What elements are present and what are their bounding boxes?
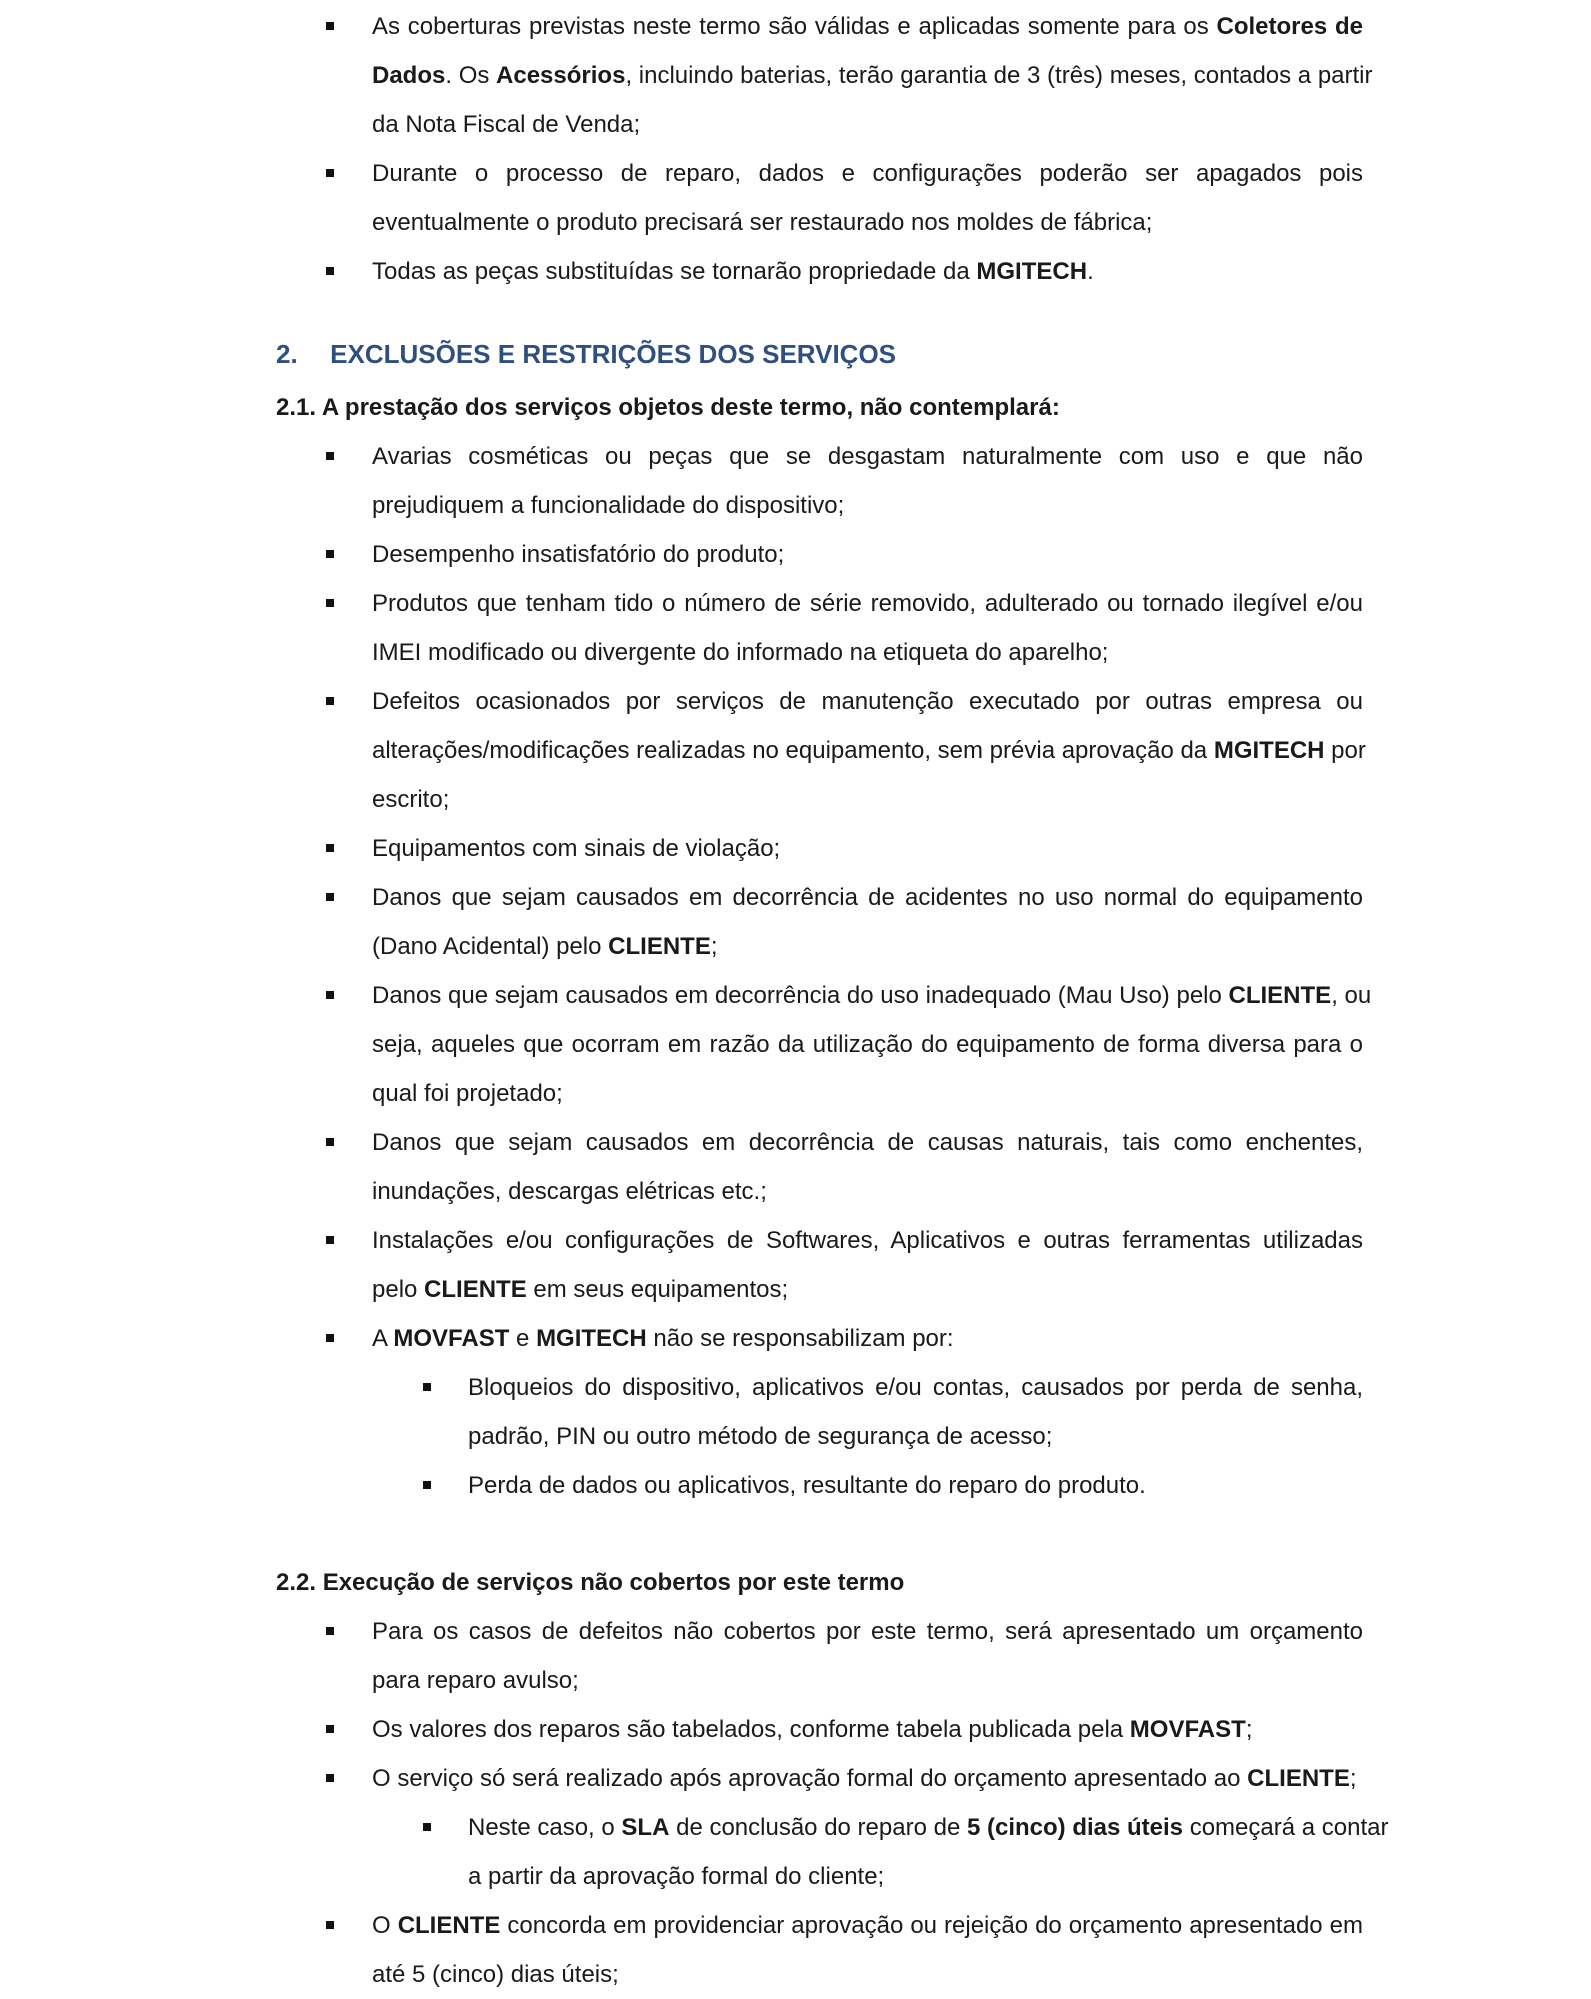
text-run: da Nota Fiscal de Venda; [372, 111, 641, 138]
text-line [372, 1020, 1363, 1069]
text-line [372, 1265, 1363, 1314]
text-run: Para os casos de defeitos não cobertos por este termo, será apresentado um orçamento [372, 1618, 1363, 1645]
text-run: até 5 (cinco) dias úteis; [372, 1961, 619, 1988]
text-line [372, 922, 1363, 971]
text-line [372, 726, 1366, 775]
bold-text-run: Acessórios [496, 62, 626, 89]
text-line [372, 530, 1363, 579]
text-run: e [509, 1325, 537, 1352]
text-run: não se responsabilizam por: [646, 1325, 954, 1352]
text-line [372, 198, 1363, 247]
list-bullet [326, 1236, 334, 1244]
text-run: O serviço só será realizado após aprovação formal do orçamento apresentado ao [372, 1765, 1248, 1792]
text-run: seja, aqueles que ocorram em razão da utilização do equipamento de forma diversa para o [372, 1031, 1363, 1058]
text-run: Produtos que tenham tido o número de série removido, adulterado ou tornado ilegível e/ou [372, 590, 1363, 617]
text-line [372, 481, 1363, 530]
text-run: concorda em providenciar aprovação ou rejeição do orçamento apresentado em [500, 1912, 1363, 1939]
text-run: padrão, PIN ou outro método de segurança de acesso; [468, 1423, 1053, 1450]
text-run: Equipamentos com sinais de violação; [372, 835, 781, 862]
subsection-2-2-number: 2.2. [276, 1569, 317, 1596]
section2-heading [276, 330, 896, 379]
text-line [372, 579, 1363, 628]
text-line [372, 1901, 1363, 1950]
list-bullet [326, 599, 334, 607]
text-run: . [1087, 258, 1094, 285]
bold-text-run: CLIENTE [424, 1276, 527, 1303]
bold-text-run: CLIENTE [608, 933, 711, 960]
list-bullet [326, 1725, 334, 1733]
list-bullet [326, 22, 334, 30]
section2-title: EXCLUSÕES E RESTRIÇÕES DOS SERVIÇOS [330, 339, 897, 369]
list-bullet [326, 1334, 334, 1342]
bold-text-run: CLIENTE [397, 1912, 501, 1939]
text-run: Os valores dos reparos são tabelados, conforme tabela publicada pela [372, 1716, 1130, 1743]
text-run: Desempenho insatisfatório do produto; [372, 541, 785, 568]
bold-text-run: Coletores de [1216, 13, 1364, 40]
text-run: pelo [372, 1276, 425, 1303]
text-run: , ou [1331, 982, 1372, 1009]
bold-text-run: CLIENTE [1228, 982, 1332, 1009]
list-bullet [326, 1774, 334, 1782]
sub-list-bullet [423, 1383, 431, 1391]
text-line [468, 1363, 1363, 1412]
text-line [372, 775, 1363, 824]
text-run: inundações, descargas elétricas etc.; [372, 1178, 767, 1205]
text-line [372, 432, 1363, 481]
bold-text-run: MGITECH [536, 1325, 647, 1352]
text-run: Perda de dados ou aplicativos, resultante do reparo do produto. [468, 1472, 1146, 1499]
subsection-2-1-title: A prestação dos serviços objetos deste termo, não contemplará: [321, 394, 1060, 421]
text-line [372, 677, 1363, 726]
bold-text-run: MOVFAST [393, 1325, 510, 1352]
text-run: Danos que sejam causados em decorrência do uso inadequado (Mau Uso) pelo [372, 982, 1229, 1009]
text-run: ; [1349, 1765, 1357, 1792]
bold-text-run: CLIENTE [1247, 1765, 1350, 1792]
bold-text-run: Dados [372, 62, 446, 89]
text-line [372, 824, 1363, 873]
list-bullet [326, 169, 334, 177]
sub-list-bullet [423, 1823, 431, 1831]
text-run: de conclusão do reparo de [669, 1814, 967, 1841]
text-run: Neste caso, o [468, 1814, 622, 1841]
text-run: em seus equipamentos; [526, 1276, 789, 1303]
text-run: (Dano Acidental) pelo [372, 933, 609, 960]
text-line [372, 51, 1373, 100]
list-bullet [326, 1921, 334, 1929]
text-run: qual foi projetado; [372, 1080, 563, 1107]
sub-list-bullet [423, 1481, 431, 1489]
text-line [372, 1118, 1363, 1167]
text-run: por [1324, 737, 1366, 764]
text-run: Instalações e/ou configurações de Softwares, Aplicativos e outras ferramentas utilizadas [372, 1227, 1363, 1254]
text-run: As coberturas previstas neste termo são válidas e aplicadas somente para os [372, 13, 1217, 40]
text-line [372, 1754, 1363, 1803]
bold-text-run: MGITECH [1213, 737, 1325, 764]
text-line [372, 1069, 1363, 1118]
list-bullet [326, 452, 334, 460]
list-bullet [326, 697, 334, 705]
text-line [468, 1461, 1363, 1510]
text-run: eventualmente o produto precisará ser restaurado nos moldes de fábrica; [372, 209, 1153, 236]
text-line [372, 247, 1363, 296]
text-run: começará a contar [1183, 1814, 1389, 1841]
subsection-2-1-heading [276, 383, 1060, 432]
text-line [372, 2, 1363, 51]
text-run: prejudiquem a funcionalidade do dispositivo; [372, 492, 845, 519]
text-run: ; [1245, 1716, 1253, 1743]
subsection-2-2-heading [276, 1558, 904, 1607]
text-run: Avarias cosméticas ou peças que se desgastam naturalmente com uso e que não [372, 443, 1363, 470]
list-bullet [326, 267, 334, 275]
list-bullet [326, 550, 334, 558]
text-run: ; [710, 933, 718, 960]
list-bullet [326, 1627, 334, 1635]
text-run: Danos que sejam causados em decorrência de acidentes no uso normal do equipamento [372, 884, 1363, 911]
bold-text-run: MOVFAST [1129, 1716, 1246, 1743]
text-run: Bloqueios do dispositivo, aplicativos e/ou contas, causados por perda de senha, [468, 1374, 1363, 1401]
text-line [372, 100, 1363, 149]
bold-text-run: MGITECH [976, 258, 1088, 285]
text-run: escrito; [372, 786, 450, 813]
subsection-2-2-title: Execução de serviços não cobertos por este termo [322, 1569, 905, 1596]
text-run: Danos que sejam causados em decorrência de causas naturais, tais como enchentes, [372, 1129, 1363, 1156]
text-line [468, 1852, 1363, 1901]
text-line [372, 1607, 1363, 1656]
text-line [468, 1803, 1389, 1852]
text-run: Defeitos ocasionados por serviços de manutenção executado por outras empresa ou [372, 688, 1363, 715]
text-run: . Os [445, 62, 497, 89]
text-line [372, 1216, 1363, 1265]
bold-text-run: 5 (cinco) dias úteis [966, 1814, 1184, 1841]
list-bullet [326, 991, 334, 999]
text-run: , incluindo baterias, terão garantia de 3 (três) meses, contados a partir [625, 62, 1373, 89]
text-run: Todas as peças substituídas se tornarão propriedade da [372, 258, 977, 285]
text-line [372, 149, 1363, 198]
text-run: O [372, 1912, 398, 1939]
text-run: IMEI modificado ou divergente do informado na etiqueta do aparelho; [372, 639, 1109, 666]
text-line [372, 971, 1372, 1020]
text-line [372, 1167, 1363, 1216]
text-run: alterações/modificações realizadas no equipamento, sem prévia aprovação da [372, 737, 1214, 764]
list-bullet [326, 844, 334, 852]
text-line [372, 1656, 1363, 1705]
subsection-2-1-number: 2.1. [276, 394, 317, 421]
text-line [372, 1314, 1363, 1363]
text-run: A [372, 1325, 394, 1352]
text-line [468, 1412, 1363, 1461]
section2-number: 2. [276, 339, 298, 369]
text-line [372, 873, 1363, 922]
text-run: para reparo avulso; [372, 1667, 579, 1694]
text-line [372, 1705, 1363, 1754]
text-run: a partir da aprovação formal do cliente; [468, 1863, 885, 1890]
text-run: Durante o processo de reparo, dados e configurações poderão ser apagados pois [372, 160, 1363, 187]
bold-text-run: SLA [621, 1814, 670, 1841]
text-line [372, 628, 1363, 677]
list-bullet [326, 1138, 334, 1146]
list-bullet [326, 893, 334, 901]
text-line [372, 1950, 1363, 1999]
